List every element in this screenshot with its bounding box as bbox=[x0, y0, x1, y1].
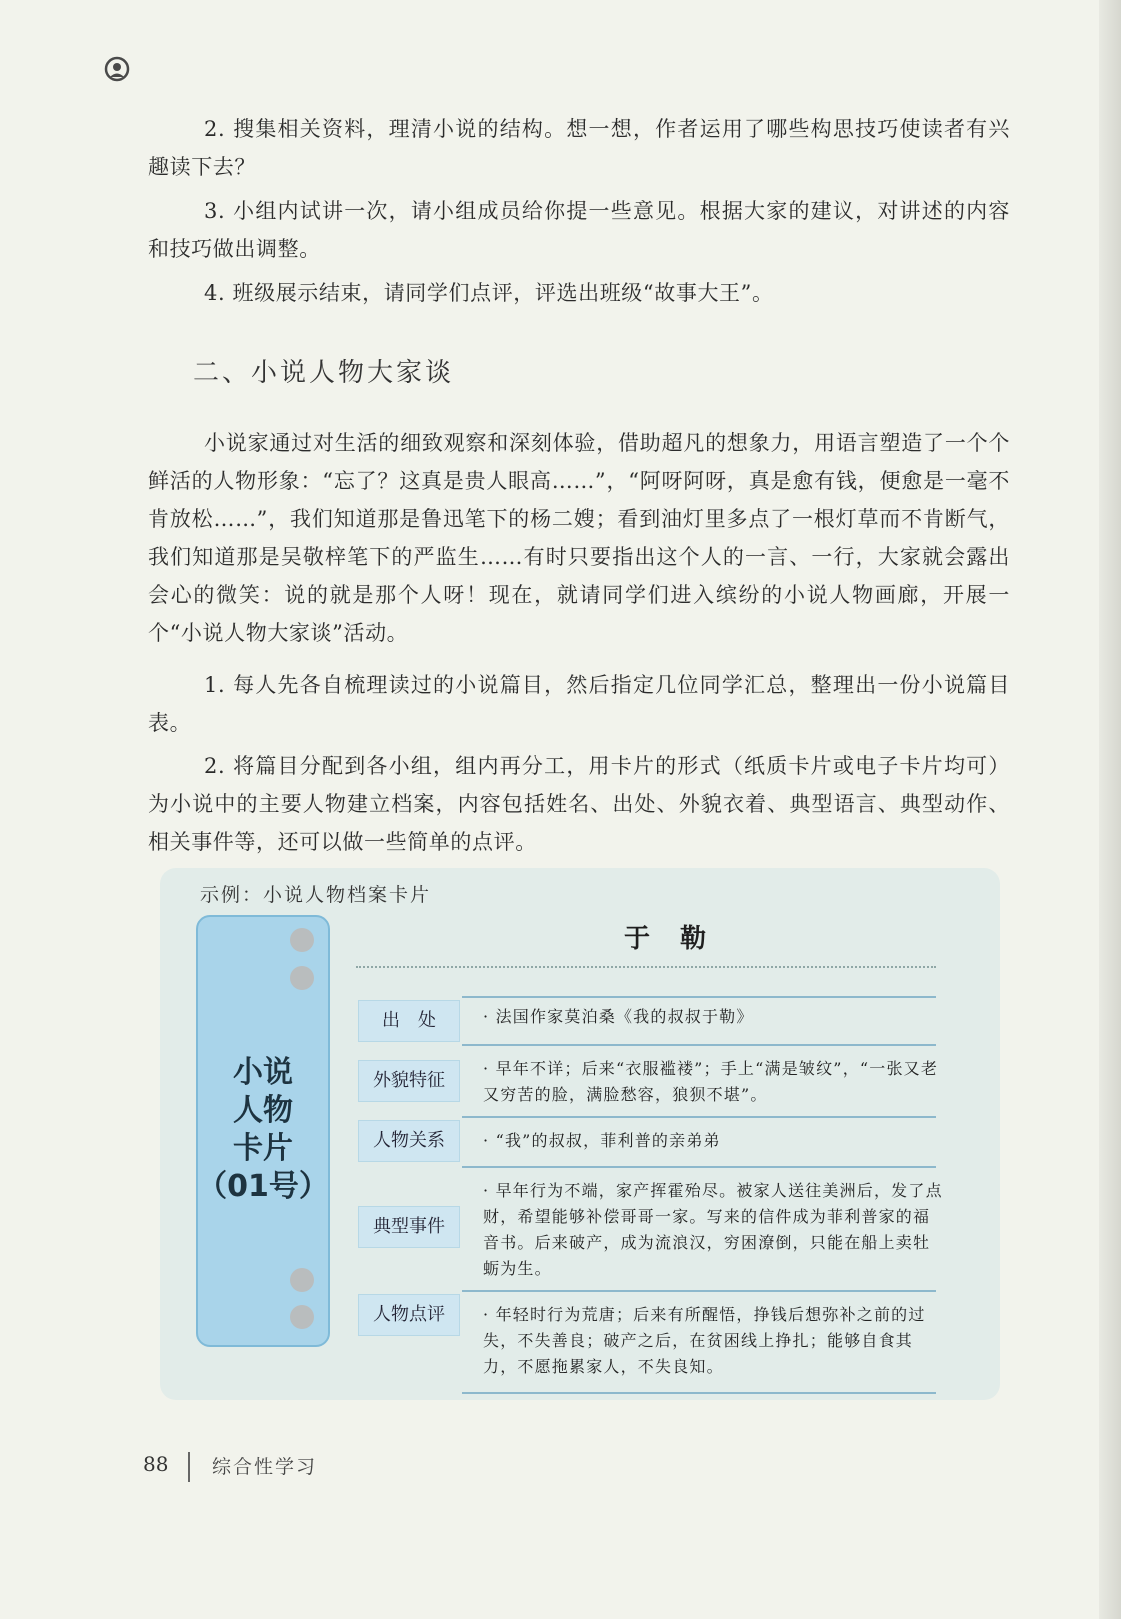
card-tab-title bbox=[196, 1054, 330, 1206]
row-divider bbox=[462, 1166, 936, 1168]
dotted-divider bbox=[356, 966, 936, 968]
row-text-comment: · 年轻时行为荒唐；后来有所醒悟，挣钱后想弥补之前的过失，不失善良；破产之后，在贫困线上挣扎；能够自食其力，不愿拖累家人，不失良知。 bbox=[483, 1305, 926, 1376]
character-name: 于勒 bbox=[623, 924, 736, 954]
row-text-relationship: · “我”的叔叔，菲利普的亲弟弟 bbox=[483, 1131, 721, 1150]
card-tab-line: 卡片 bbox=[233, 1131, 293, 1166]
row-text-source: · 法国作家莫泊桑《我的叔叔于勒》 bbox=[483, 1007, 754, 1026]
example-label: 示例：小说人物档案卡片 bbox=[200, 884, 432, 906]
book-spine-shadow bbox=[1099, 0, 1121, 1619]
row-label-events: 典型事件 bbox=[358, 1206, 460, 1248]
paragraph-2: 2. 搜集相关资料，理清小说的结构。想一想，作者运用了哪些构思技巧使读者有兴趣读下去？ bbox=[148, 117, 1010, 179]
row-label-comment: 人物点评 bbox=[358, 1294, 460, 1336]
row-divider bbox=[462, 1116, 936, 1118]
paragraph-4: 4. 班级展示结束，请同学们点评，评选出班级“故事大王”。 bbox=[204, 281, 774, 305]
section-heading: 二、小说人物大家谈 bbox=[193, 358, 455, 388]
row-label-relationship: 人物关系 bbox=[358, 1120, 460, 1162]
punch-hole-icon bbox=[290, 966, 314, 990]
card-tab-line: 人物 bbox=[233, 1093, 293, 1128]
row-text-events: · 早年行为不端，家产挥霍殆尽。被家人送往美洲后，发了点财，希望能够补偿哥哥一家。写来的信件成为菲利普家的福音书。后来破产，成为流浪汉，穷困潦倒，只能在船上卖牡蛎为生。 bbox=[483, 1181, 943, 1278]
card-tab-line: 小说 bbox=[233, 1055, 293, 1090]
intro-paragraph: 小说家通过对生活的细致观察和深刻体验，借助超凡的想象力，用语言塑造了一个个鲜活的人物形象：“忘了？这真是贵人眼高……”，“阿呀阿呀，真是愈有钱，便愈是一毫不肯放松……”，我们知道那是鲁迅笔下的杨二嫂；看到油灯里多点了一根灯草而不肯断气，我们知道那是吴敬梓笔下的严监生……有时只要指出这个人的一言、一行，大家就会露出会心的微笑：说的就是那个人呀！现在，就请同学们进入缤纷的小说人物画廊，开展一个“小说人物大家谈”活动。 bbox=[148, 431, 1010, 645]
row-text-appearance: · 早年不详；后来“衣服褴褛”；手上“满是皱纹”，“一张又老又穷苦的脸，满脸愁容，狼狈不堪”。 bbox=[483, 1059, 939, 1104]
punch-hole-icon bbox=[290, 1268, 314, 1292]
footer-section-title: 综合性学习 bbox=[212, 1456, 318, 1478]
paragraph-3: 3. 小组内试讲一次，请小组成员给你提一些意见。根据大家的建议，对讲述的内容和技巧做出调整。 bbox=[148, 199, 1010, 261]
punch-hole-icon bbox=[290, 928, 314, 952]
punch-hole-icon bbox=[290, 1305, 314, 1329]
footer-divider bbox=[188, 1452, 190, 1482]
row-label-source: 出 处 bbox=[358, 1000, 460, 1042]
row-divider bbox=[462, 1044, 936, 1046]
step-1-paragraph: 1. 每人先各自梳理读过的小说篇目，然后指定几位同学汇总，整理出一份小说篇目表。 bbox=[148, 673, 1010, 735]
row-divider bbox=[462, 996, 936, 998]
row-divider bbox=[462, 1392, 936, 1394]
reader-icon bbox=[104, 56, 130, 82]
page-number: 88 bbox=[143, 1452, 169, 1476]
card-tab-line: （01号） bbox=[197, 1169, 329, 1204]
row-divider bbox=[462, 1290, 936, 1292]
row-label-appearance: 外貌特征 bbox=[358, 1060, 460, 1102]
step-2-paragraph: 2. 将篇目分配到各小组，组内再分工，用卡片的形式（纸质卡片或电子卡片均可）为小说中的主要人物建立档案，内容包括姓名、出处、外貌衣着、典型语言、典型动作、相关事件等，还可以做一些简单的点评。 bbox=[148, 754, 1010, 854]
